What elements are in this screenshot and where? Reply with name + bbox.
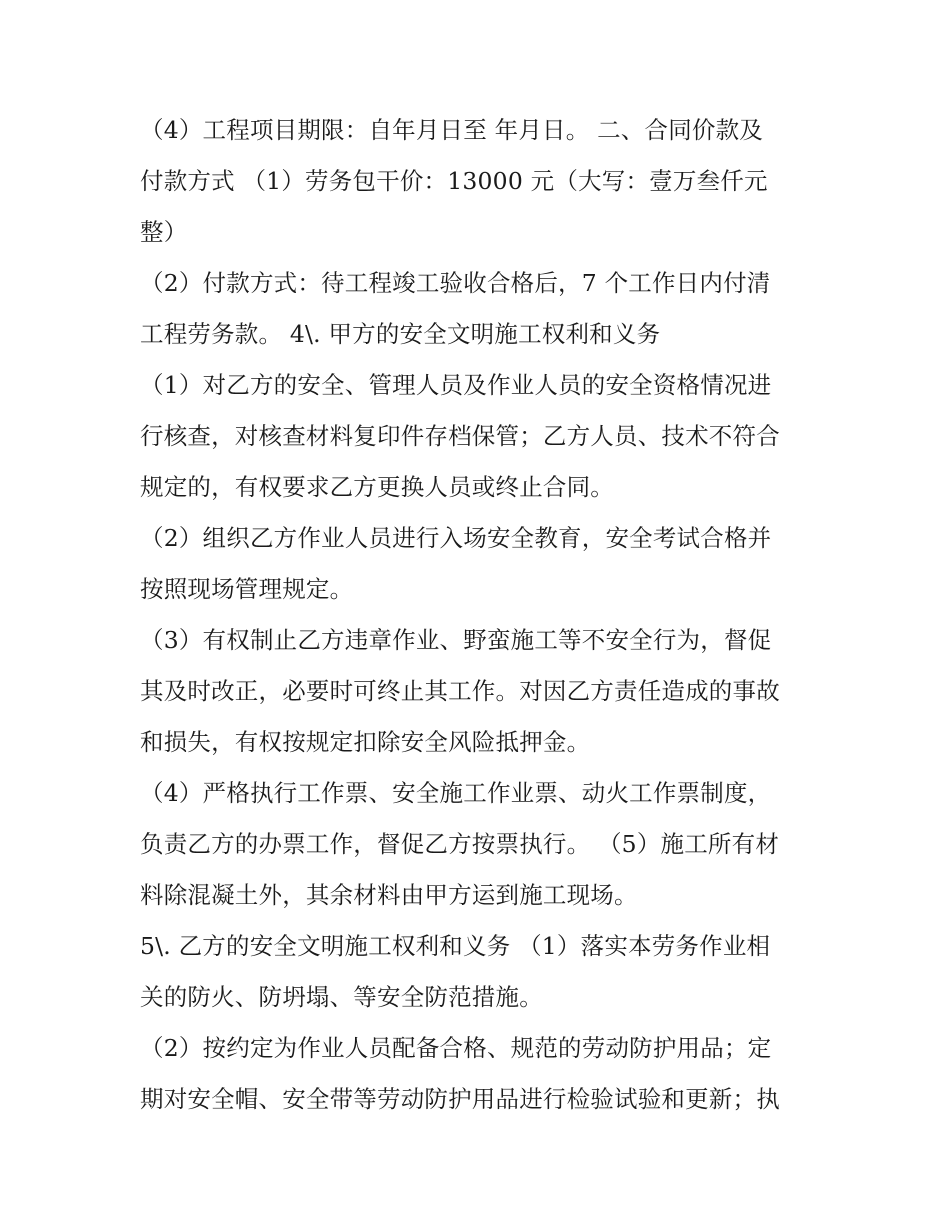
text-line: 规定的，有权要求乙方更换人员或终止合同。 <box>140 473 614 501</box>
text-line: （2）付款方式：待工程竣工验收合格后，7 个工作日内付清 <box>140 269 771 297</box>
text-line: 期对安全帽、安全带等劳动防护用品进行检验试验和更新；执 <box>140 1085 780 1113</box>
text-line: 料除混凝土外，其余材料由甲方运到施工现场。 <box>140 881 638 909</box>
text-line: （3）有权制止乙方违章作业、野蛮施工等不安全行为，督促 <box>140 626 772 654</box>
text-line: （4）严格执行工作票、安全施工作业票、动火工作票制度， <box>140 779 772 807</box>
text-line: （4）工程项目期限：自年月日至 年月日。 二、合同价款及 <box>140 116 763 144</box>
text-line: 付款方式 （1）劳务包干价：13000 元（大写：壹万叁仟元 <box>140 167 768 195</box>
text-line: 行核查，对核查材料复印件存档保管；乙方人员、技术不符合 <box>140 422 780 450</box>
text-line: 按照现场管理规定。 <box>140 575 354 603</box>
text-line: 整） <box>140 218 188 246</box>
text-line: 负责乙方的办票工作，督促乙方按票执行。 （5）施工所有材 <box>140 830 780 858</box>
text-line: 工程劳务款。 4\. 甲方的安全文明施工权利和义务 <box>140 320 661 348</box>
text-line: 关的防火、防坍塌、等安全防范措施。 <box>140 983 543 1011</box>
text-line: 5\. 乙方的安全文明施工权利和义务 （1）落实本劳务作业相 <box>140 932 771 960</box>
text-line: （2）按约定为作业人员配备合格、规范的劳动防护用品；定 <box>140 1034 772 1062</box>
text-line: 和损失，有权按规定扣除安全风险抵押金。 <box>140 728 591 756</box>
text-line: （2）组织乙方作业人员进行入场安全教育，安全考试合格并 <box>140 524 772 552</box>
text-line: （1）对乙方的安全、管理人员及作业人员的安全资格情况进 <box>140 371 772 399</box>
text-line: 其及时改正，必要时可终止其工作。对因乙方责任造成的事故 <box>140 677 780 705</box>
